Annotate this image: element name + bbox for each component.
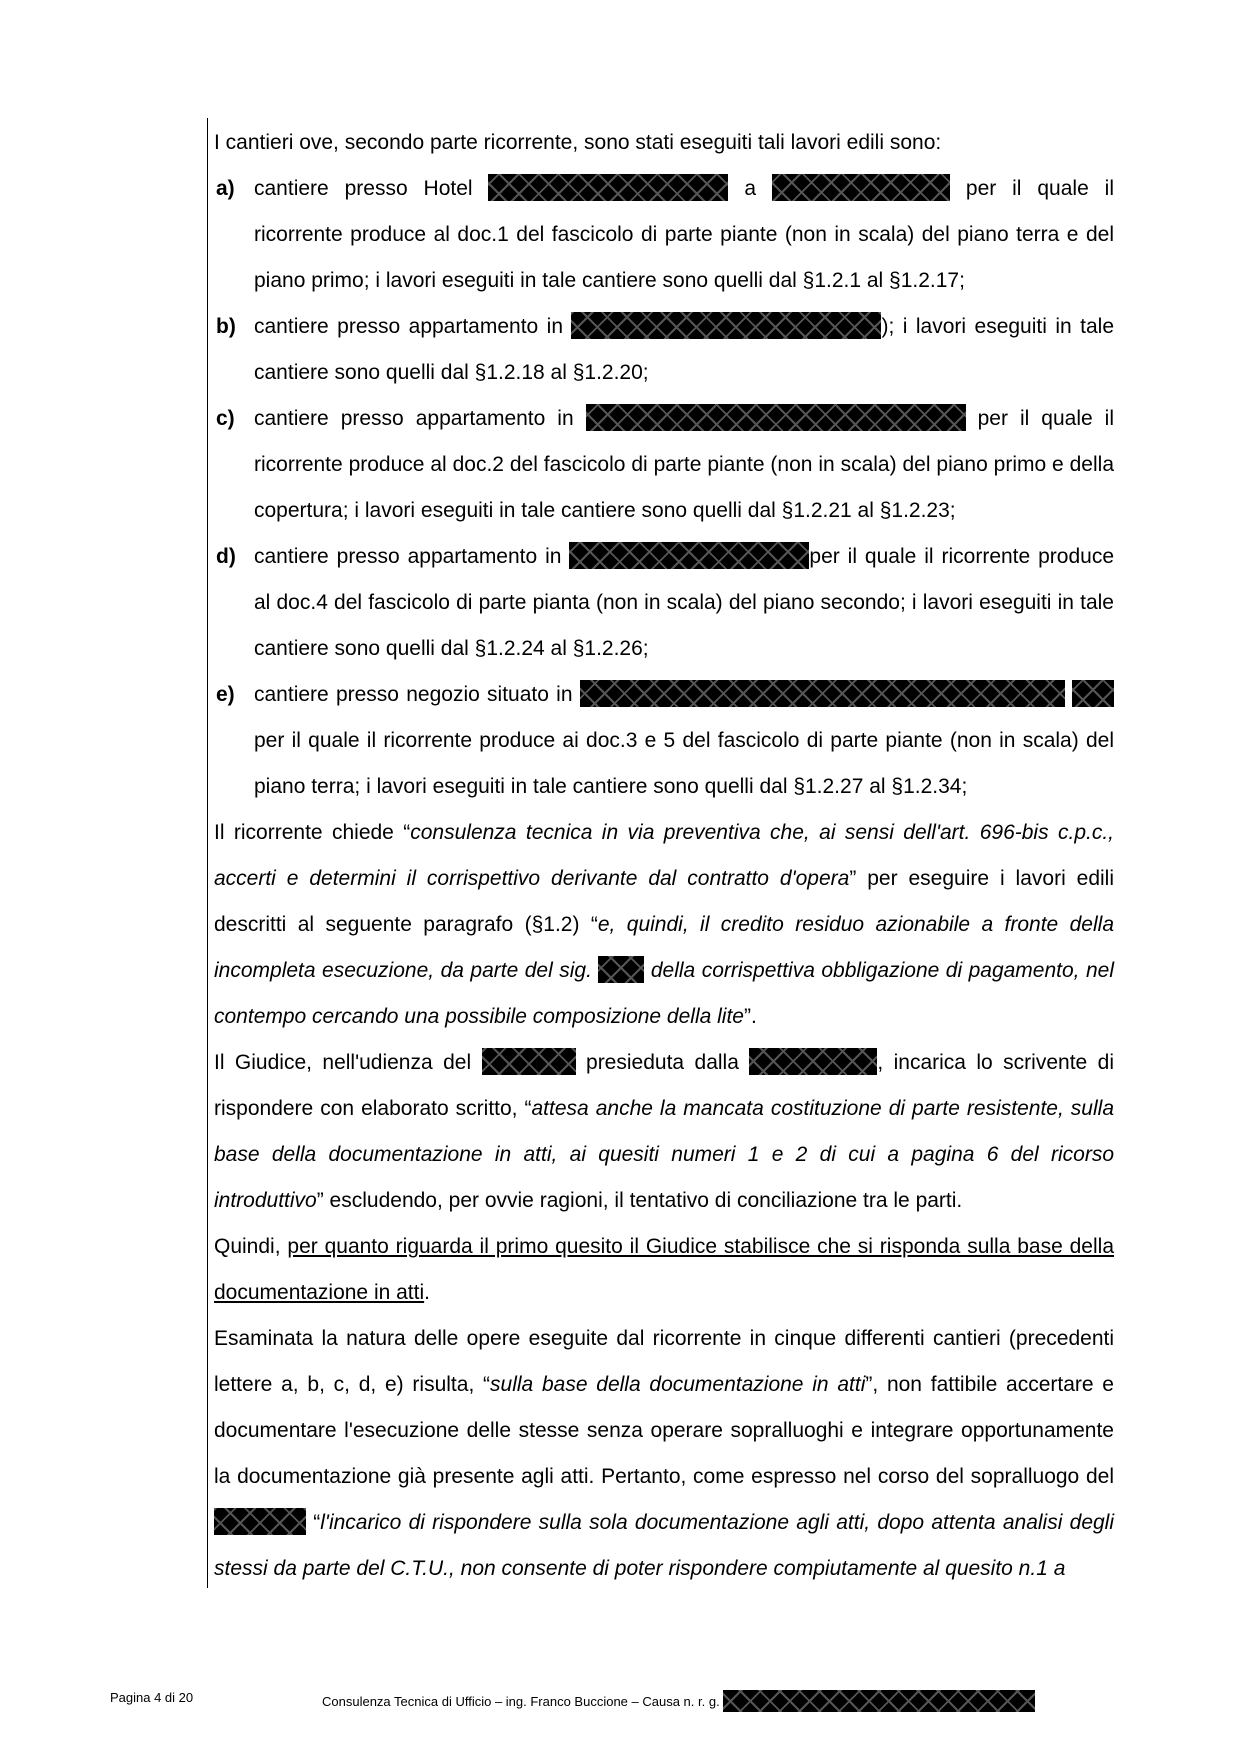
quoted-text: l'incarico di rispondere sulla sola documentazione agli atti, dopo attenta analisi degli stessi da parte del C.T.U., non consente di poter rispondere compiutamente al quesito n.1 a	[214, 1511, 1115, 1580]
list-item-a	[214, 166, 1114, 304]
item-text: cantiere presso appartamento in	[254, 315, 572, 338]
request-paragraph	[214, 810, 1114, 1040]
item-label: e)	[216, 683, 235, 706]
item-label: c)	[216, 407, 235, 430]
left-margin-rule	[207, 118, 208, 1588]
redaction-block	[1072, 680, 1114, 707]
redaction-block	[586, 404, 966, 431]
document-body	[214, 120, 1114, 1592]
redaction-block	[580, 680, 1065, 707]
text-run: “	[306, 1511, 321, 1534]
list-item-d	[214, 534, 1114, 672]
item-text: a	[728, 177, 772, 200]
text-run: presieduta dalla	[575, 1051, 750, 1074]
item-text: ); i lavori eseguiti in tale cantiere sono quelli dal §1.2.18 al §1.2.20;	[254, 315, 1114, 384]
item-text: cantiere presso Hotel	[254, 177, 489, 200]
footer-title-text: Consulenza Tecnica di Ufficio – ing. Franco Buccione – Causa n. r. g.	[322, 1694, 724, 1709]
redaction-block	[569, 542, 809, 569]
item-text: cantiere presso appartamento in	[254, 545, 570, 568]
quoted-text: della corrispettiva obbligazione di pagamento, nel contempo cercando una possibile composizione della lite	[214, 959, 1114, 1028]
text-run: .	[424, 1281, 430, 1304]
redaction-block	[488, 174, 728, 201]
intro-paragraph: I cantieri ove, secondo parte ricorrente, sono stati eseguiti tali lavori edili sono:	[214, 131, 942, 154]
redaction-block	[749, 1048, 877, 1075]
quoted-text: e, quindi, il credito residuo azionabile a fronte della incompleta esecuzione, da parte del sig.	[214, 913, 1114, 982]
page-number: Pagina 4 di 20	[110, 1690, 194, 1705]
text-run: Il ricorrente chiede “	[214, 821, 411, 844]
item-label: a)	[216, 177, 235, 200]
text-run: Esaminata la natura delle opere eseguite dal ricorrente in cinque differenti cantieri (precedenti lettere a, b, c, d, e) risulta, “	[214, 1327, 1114, 1396]
judge-paragraph	[214, 1040, 1114, 1224]
list-item-e	[214, 672, 1114, 810]
redaction-block	[482, 1048, 576, 1075]
quoted-text: attesa anche la mancata costituzione di parte resistente, sulla base della documentazione in atti, ai quesiti numeri 1 e 2 di cui a pagina 6 del ricorso introduttivo	[214, 1097, 1114, 1212]
list-item-c	[214, 396, 1114, 534]
quoted-text: consulenza tecnica in via preventiva che, ai sensi dell'art. 696-bis c.p.c., accerti e determini il corrispettivo derivante dal contratto d'opera	[214, 821, 1114, 890]
text-run: ”.	[743, 1005, 757, 1028]
footer-title	[322, 1690, 1035, 1712]
item-text: cantiere presso negozio situato in	[254, 683, 580, 706]
redaction-block	[214, 1508, 306, 1535]
item-text: per il quale il ricorrente produce ai doc.3 e 5 del fascicolo di parte piante (non in scala) del piano terra; i lavori eseguiti in tale cantiere sono quelli dal §1.2.27 al §1.2.34;	[254, 729, 1114, 798]
first-question-paragraph	[214, 1224, 1114, 1316]
analysis-paragraph	[214, 1316, 1114, 1592]
redaction-block	[571, 312, 881, 339]
item-text: cantiere presso appartamento in	[254, 407, 586, 430]
item-label: d)	[216, 545, 236, 568]
text-run: Quindi,	[214, 1235, 288, 1258]
text-run: , incarica lo scrivente di rispondere con elaborato scritto, “	[214, 1051, 1114, 1120]
list-item-b	[214, 304, 1114, 396]
item-label: b)	[216, 315, 236, 338]
text-run: Il Giudice, nell'udienza del	[214, 1051, 482, 1074]
text-run: ”, non fattibile accertare e documentare l'esecuzione delle stesse senza operare sopralluoghi e integrare opportunamente la documentazione già presente agli atti. Pertanto, come espresso nel corso del sopralluogo del	[214, 1373, 1114, 1488]
underlined-text: per quanto riguarda il primo quesito il Giudice stabilisce che si risponda sulla base della documentazione in atti	[214, 1235, 1114, 1304]
redaction-block	[772, 174, 950, 201]
redaction-block	[598, 956, 644, 983]
text-run: ” escludendo, per ovvie ragioni, il tentativo di conciliazione tra le parti.	[316, 1189, 963, 1212]
item-text: per il quale il ricorrente produce al doc.2 del fascicolo di parte piante (non in scala) del piano primo e della copertura; i lavori eseguiti in tale cantiere sono quelli dal §1.2.21 al §1.2.23;	[254, 407, 1114, 522]
item-text: per il quale il ricorrente produce al doc.4 del fascicolo di parte pianta (non in scala) del piano secondo; i lavori eseguiti in tale cantiere sono quelli dal §1.2.24 al §1.2.26;	[254, 545, 1115, 660]
item-text: per il quale il ricorrente produce al doc.1 del fascicolo di parte piante (non in scala) del piano terra e del piano primo; i lavori eseguiti in tale cantiere sono quelli dal §1.2.1 al §1.2.17;	[254, 177, 1114, 292]
redaction-block	[723, 1690, 1035, 1712]
text-run: ” per eseguire i lavori edili descritti al seguente paragrafo (§1.2) “	[214, 867, 1115, 936]
quoted-text: sulla base della documentazione in atti	[490, 1373, 866, 1396]
